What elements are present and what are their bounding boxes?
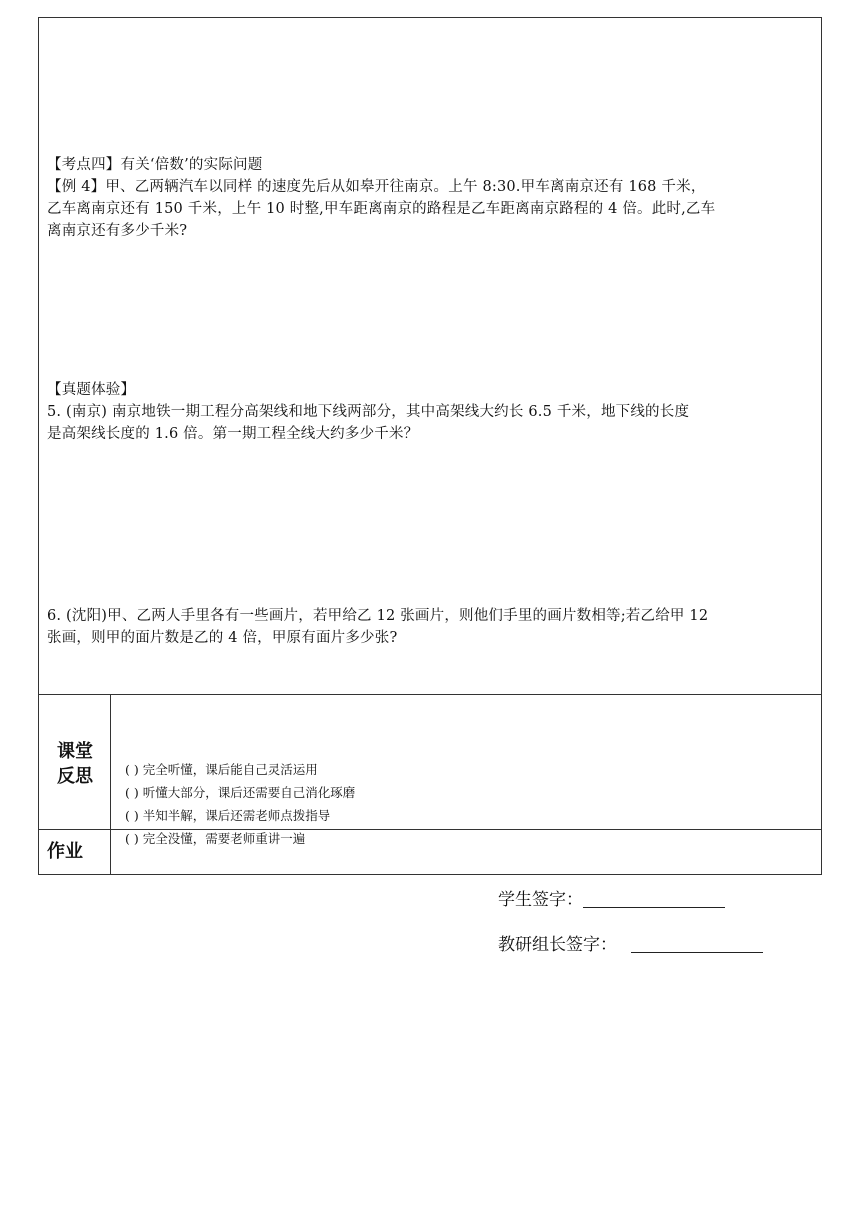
- reflection-label-line: 课堂: [57, 741, 93, 762]
- student-signature-label: 学生签字：: [498, 890, 583, 910]
- exercise-cell: [39, 18, 821, 695]
- example4-line: 离南京还有多少千米?: [47, 223, 188, 239]
- reflection-row: [39, 695, 821, 846]
- question6-line: 6. (沈阳)甲、乙两人手里各有一些画片，若甲给乙 12 张画片，则他们手里的画片数相等;若乙给甲 12: [47, 608, 709, 624]
- question5-line: 5. (南京) 南京地铁一期工程分高架线和地下线两部分，其中高架线大约长 6.5 千米，地下线的长度: [47, 404, 690, 420]
- reflection-option[interactable]: ( ) 半知半解，课后还需老师点拨指导: [125, 808, 331, 823]
- reflection-option[interactable]: ( ) 听懂大部分，课后还需要自己消化琢磨: [125, 785, 356, 800]
- question6-block: [47, 605, 817, 649]
- leader-signature-line[interactable]: [631, 951, 763, 953]
- reflection-option[interactable]: ( ) 完全听懂，课后能自己灵活运用: [125, 762, 318, 777]
- homework-row: [39, 830, 821, 874]
- homework-label-cell: [39, 830, 111, 874]
- leader-signature-label: 教研组长签字：: [498, 935, 617, 955]
- section4-heading: 【考点四】有关‘倍数’的实际问题: [47, 157, 263, 173]
- example4-line: 【例 4】甲、乙两辆汽车以同样 的速度先后从如皋开往南京。上午 8:30.甲车离南京还有 168 千米，: [47, 179, 706, 195]
- section4-block: [47, 154, 817, 242]
- example4-line: 乙车离南京还有 150 千米，上午 10 时整,甲车距离南京的路程是乙车距离南京路程的 4 倍。此时,乙车: [47, 201, 716, 217]
- practice-block: [47, 379, 817, 445]
- worksheet-table: [38, 17, 822, 875]
- student-signature-line[interactable]: [583, 906, 725, 908]
- reflection-label-line: 反思: [57, 766, 93, 787]
- reflection-label: [39, 739, 111, 789]
- leader-signature: [498, 933, 763, 957]
- question5-line: 是高架线长度的 1.6 倍。第一期工程全线大约多少千米？: [47, 426, 419, 442]
- reflection-label-cell: [39, 695, 111, 829]
- reflection-option[interactable]: ( ) 完全没懂，需要老师重讲一遍: [125, 831, 306, 846]
- student-signature: [498, 888, 725, 912]
- homework-label: 作业: [47, 841, 83, 862]
- question6-line: 张画，则甲的面片数是乙的 4 倍，甲原有面片多少张?: [47, 630, 398, 646]
- practice-heading: 【真题体验】: [47, 382, 136, 398]
